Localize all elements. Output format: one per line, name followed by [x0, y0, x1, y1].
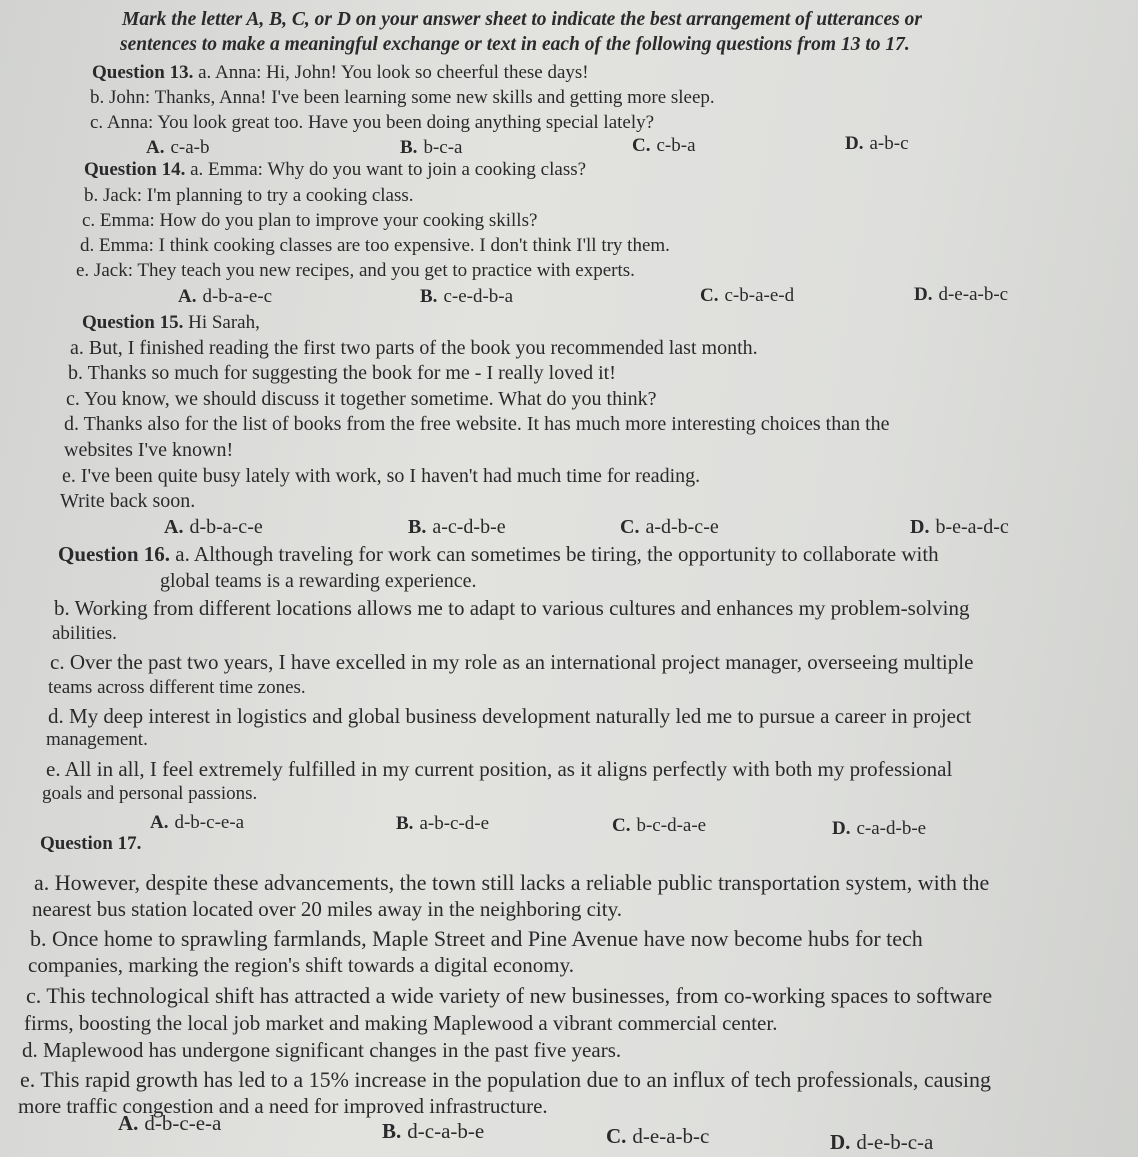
question-14-item-a: a. Emma: Why do you want to join a cooking class?: [190, 159, 587, 180]
question-16-item-c-cont: teams across different time zones.: [48, 677, 306, 698]
option-letter: B.: [400, 137, 418, 158]
option-letter: C.: [700, 285, 719, 306]
option-letter: A.: [178, 286, 197, 307]
option-text: d-b-c-e-a: [144, 1111, 222, 1135]
question-17-item-c: c. This technological shift has attracted a wide variety of new businesses, from co-working spaces to software: [26, 983, 993, 1008]
question-13-item-c: c. Anna: You look great too. Have you been doing anything special lately?: [90, 112, 655, 133]
option-text: d-b-c-e-a: [174, 812, 245, 833]
question-14-option-b[interactable]: [420, 287, 513, 306]
option-letter: C.: [612, 815, 631, 836]
option-text: d-e-b-c-a: [856, 1130, 934, 1154]
question-15-item-d-cont: websites I've known!: [64, 439, 234, 461]
question-16-item-a: a. Although traveling for work can sometimes be tiring, the opportunity to collaborate with: [175, 542, 939, 566]
question-17-option-d[interactable]: [830, 1132, 933, 1153]
question-15-closing: Write back soon.: [60, 490, 196, 512]
question-16-option-b[interactable]: [396, 814, 489, 833]
question-13-label: Question 13.: [92, 62, 194, 83]
question-14-line: [84, 160, 586, 179]
question-13-option-b[interactable]: [400, 138, 462, 157]
question-16-item-b: b. Working from different locations allows me to adapt to various cultures and enhances my problem-solving: [54, 596, 970, 620]
option-text: d-e-a-b-c: [632, 1124, 710, 1148]
option-text: d-b-a-e-c: [202, 286, 273, 307]
question-15-item-d: d. Thanks also for the list of books from the free website. It has much more interesting choices than the: [64, 413, 890, 435]
question-16-item-d: d. My deep interest in logistics and global business development naturally led me to pursue a career in project: [48, 704, 972, 728]
question-15-label: Question 15.: [82, 312, 184, 333]
option-text: a-d-b-c-e: [645, 516, 719, 538]
option-text: d-e-a-b-c: [938, 284, 1009, 305]
question-14-label: Question 14.: [84, 159, 186, 180]
option-text: a-b-c: [869, 133, 909, 154]
option-letter: A.: [146, 137, 165, 158]
option-text: c-b-a-e-d: [724, 285, 795, 306]
question-16-option-d[interactable]: [832, 819, 926, 838]
question-15-item-c: c. You know, we should discuss it together sometime. What do you think?: [66, 388, 657, 410]
option-text: c-b-a: [656, 135, 696, 156]
question-14-option-d[interactable]: [914, 285, 1008, 304]
question-15-item-b: b. Thanks so much for suggesting the book for me - I really loved it!: [68, 362, 616, 384]
option-letter: B.: [396, 813, 414, 834]
option-text: d-c-a-b-e: [407, 1119, 485, 1143]
option-letter: B.: [382, 1119, 402, 1143]
question-15-option-b[interactable]: [408, 517, 506, 537]
question-14-option-a[interactable]: [178, 287, 272, 306]
option-letter: D.: [845, 133, 864, 154]
question-13-option-c[interactable]: [632, 136, 696, 155]
option-text: c-a-d-b-e: [856, 818, 927, 839]
option-letter: C.: [606, 1124, 627, 1148]
question-15-option-d[interactable]: [910, 517, 1009, 537]
question-17-item-c-cont: firms, boosting the local job market and making Maplewood a vibrant commercial center.: [24, 1011, 778, 1035]
question-17-option-b[interactable]: [382, 1121, 484, 1142]
question-17-item-a-cont: nearest bus station located over 20 miles away in the neighboring city.: [32, 897, 622, 921]
question-13-item-a: a. Anna: Hi, John! You look so cheerful these days!: [198, 62, 589, 83]
question-14-item-c: c. Emma: How do you plan to improve your cooking skills?: [82, 210, 538, 231]
option-letter: C.: [620, 516, 640, 538]
question-17-item-d: d. Maplewood has undergone significant changes in the past five years.: [22, 1038, 622, 1062]
option-text: c-e-d-b-a: [443, 286, 514, 307]
option-letter: D.: [914, 284, 933, 305]
option-letter: D.: [910, 516, 930, 538]
question-14-item-e: e. Jack: They teach you new recipes, and you get to practice with experts.: [76, 260, 635, 281]
option-letter: A.: [150, 812, 169, 833]
option-letter: A.: [118, 1111, 139, 1135]
question-16-item-d-cont: management.: [46, 729, 148, 750]
question-17-item-b-cont: companies, marking the region's shift towards a digital economy.: [28, 953, 574, 977]
option-letter: A.: [164, 516, 184, 538]
question-16-item-e: e. All in all, I feel extremely fulfilled in my current position, as it aligns perfectly with both my professional: [46, 757, 953, 781]
option-letter: D.: [830, 1130, 851, 1154]
question-16-line: [58, 544, 939, 565]
question-16-item-c: c. Over the past two years, I have excelled in my role as an international project manager, overseeing multiple: [50, 650, 974, 674]
question-17-item-a: a. However, despite these advancements, the town still lacks a reliable public transportation system, with the: [34, 870, 990, 895]
instruction-line-2: sentences to make a meaningful exchange or text in each of the following questions from 13 to 17.: [120, 34, 910, 55]
question-15-intro: Hi Sarah,: [188, 312, 260, 333]
question-14-item-b: b. Jack: I'm planning to try a cooking class.: [84, 185, 414, 206]
question-15-item-a: a. But, I finished reading the first two parts of the book you recommended last month.: [70, 337, 758, 359]
question-16-label: Question 16.: [58, 542, 171, 566]
instruction-line-1: Mark the letter A, B, C, or D on your answer sheet to indicate the best arrangement of utterances or: [122, 9, 922, 30]
question-17-option-c[interactable]: [606, 1126, 709, 1147]
question-14-option-c[interactable]: [700, 286, 794, 305]
option-text: a-b-c-d-e: [419, 813, 490, 834]
option-letter: C.: [632, 135, 651, 156]
question-15-line: [82, 313, 260, 332]
question-17-item-e: e. This rapid growth has led to a 15% increase in the population due to an influx of tech professionals, causing: [20, 1067, 992, 1092]
question-17-option-a[interactable]: [118, 1113, 221, 1134]
question-16-option-a[interactable]: [150, 813, 244, 832]
question-13-option-a[interactable]: [146, 138, 210, 157]
question-13-option-d[interactable]: [845, 134, 909, 153]
option-text: d-b-a-c-e: [189, 516, 263, 538]
question-15-item-e: e. I've been quite busy lately with work, so I haven't had much time for reading.: [62, 465, 701, 487]
question-14-item-d: d. Emma: I think cooking classes are too expensive. I don't think I'll try them.: [80, 235, 670, 256]
option-text: b-c-a: [423, 137, 463, 158]
option-letter: B.: [420, 286, 438, 307]
question-16-item-e-cont: goals and personal passions.: [42, 783, 258, 804]
question-15-option-c[interactable]: [620, 517, 719, 537]
question-17-item-e-cont: more traffic congestion and a need for improved infrastructure.: [18, 1094, 548, 1118]
question-15-option-a[interactable]: [164, 517, 263, 537]
option-text: c-a-b: [170, 137, 210, 158]
question-16-item-a-cont: global teams is a rewarding experience.: [160, 570, 477, 592]
question-16-item-b-cont: abilities.: [52, 623, 117, 644]
option-letter: D.: [832, 818, 851, 839]
question-13-line: [92, 63, 589, 82]
option-text: b-e-a-d-c: [935, 516, 1009, 538]
question-13-item-b: b. John: Thanks, Anna! I've been learning some new skills and getting more sleep.: [90, 87, 715, 108]
question-16-option-c[interactable]: [612, 816, 706, 835]
question-17-label: Question 17.: [40, 833, 142, 854]
option-text: a-c-d-b-e: [432, 516, 506, 538]
question-17-item-b: b. Once home to sprawling farmlands, Maple Street and Pine Avenue have now become hubs for tech: [30, 926, 923, 951]
option-letter: B.: [408, 516, 427, 538]
option-text: b-c-d-a-e: [636, 815, 707, 836]
